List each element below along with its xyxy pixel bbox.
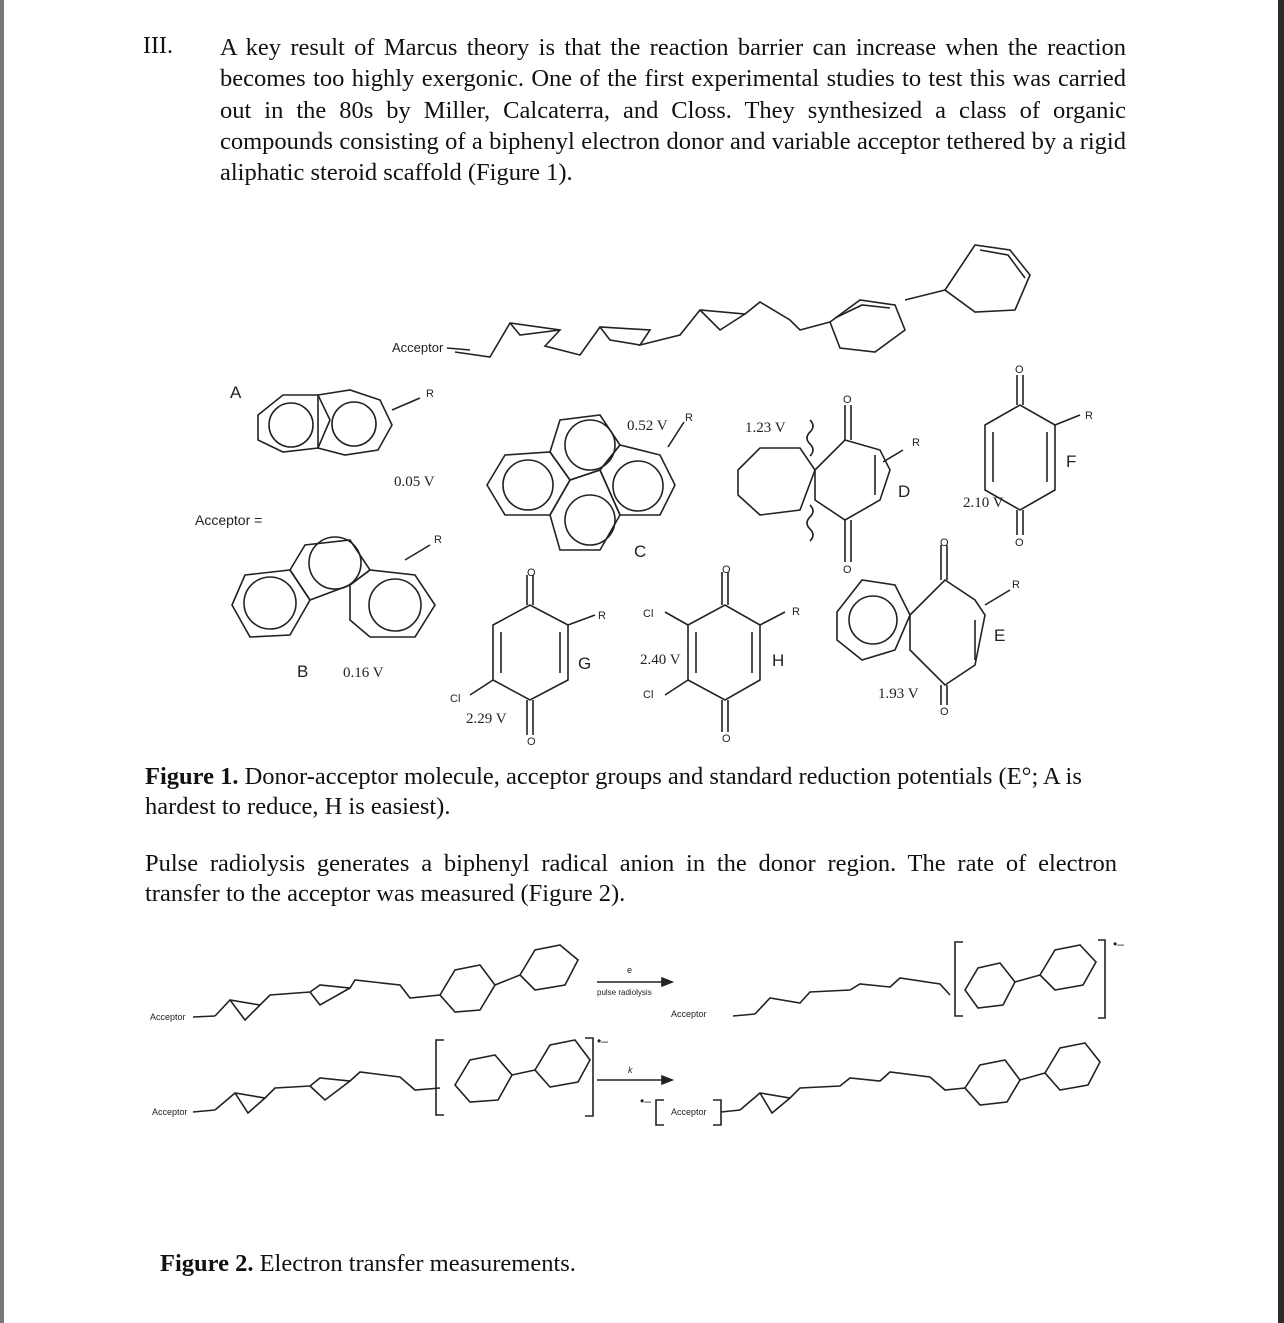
chloro-label: Cl [643,608,654,620]
substituent-R: R [1085,410,1093,422]
acceptor-H-letter: H [772,651,785,670]
donor-acceptor-molecule [455,245,1030,357]
chloro-label: Cl [450,693,461,705]
acceptor-E-letter: E [994,626,1006,645]
substituent-R: R [434,534,442,546]
acceptor-F-letter: F [1066,452,1077,471]
substituent-R: R [912,437,920,449]
acceptor-D-potential: 1.23 V [745,420,786,436]
acceptor-E-potential: 1.93 V [878,686,919,702]
figure1-caption-label: Figure 1. [145,763,239,790]
acceptor-D-letter: D [898,482,911,501]
figure2-caption [160,1250,576,1278]
pulse-radiolysis-label: pulse radiolysis [597,988,652,997]
figure1-caption [145,762,1117,822]
substituent-R: R [426,388,434,400]
pulse-radiolysis-paragraph: Pulse radiolysis generates a biphenyl radical anion in the donor region. The rate of electron transfer to the acceptor was measured (Figure 2). [145,850,1117,907]
radical-anion-mark: •– [640,1094,651,1108]
acceptor-equals-label: Acceptor = [195,512,263,528]
oxygen-label: O [843,394,852,406]
oxygen-label: O [843,564,852,576]
radical-anion-mark: •– [1113,937,1124,951]
acceptor-A-potential: 0.05 V [394,474,435,490]
oxygen-label: O [527,567,536,579]
acceptor-H-structure [665,572,785,732]
radical-anion-mark: •– [597,1034,608,1048]
substituent-R: R [1012,579,1020,591]
steroid-scaffold [455,302,830,357]
acceptor-H-potential: 2.40 V [640,652,681,668]
reaction-row-2 [193,1038,1100,1125]
acceptor-F-potential: 2.10 V [963,495,1004,511]
substituent-R: R [598,610,606,622]
donor-acceptor-label: Acceptor [392,340,444,355]
oxygen-label: O [1015,537,1024,549]
intro-paragraph: A key result of Marcus theory is that the reaction barrier can increase when the reaction becomes too highly exergonic. One of the first experimental studies to test this was carried out in the 80s by Miller, Calcaterra, and Closs. They synthesized a class of organic compounds consisting of a biphenyl electron donor and variable acceptor tethered by a rigid aliphatic steroid scaffold (Figure 1). [220,34,1126,187]
rate-constant-label: k [628,1065,633,1075]
oxygen-label: O [940,706,949,718]
acceptor-C-structure [487,415,684,550]
acceptor-C-potential: 0.52 V [627,418,668,434]
fig2-acceptor-label: Acceptor [671,1009,707,1019]
acceptor-G-letter: G [578,654,592,673]
fig2-acceptor-label: Acceptor [671,1107,707,1117]
acceptor-C-letter: C [634,542,647,561]
figure2-caption-text: Electron transfer measurements. [253,1250,576,1277]
figure2-caption-label: Figure 2. [160,1250,254,1277]
oxygen-label: O [722,733,731,745]
electron-label: e [627,965,633,975]
acceptor-E-structure [837,545,1010,705]
substituent-R: R [792,606,800,618]
oxygen-label: O [1015,364,1024,376]
acceptor-A-structure [258,390,420,455]
oxygen-label: O [940,537,949,549]
substituent-R: R [685,412,693,424]
oxygen-label: O [722,564,731,576]
acceptor-B-letter: B [297,662,309,681]
biphenyl-ring-1 [830,300,905,352]
acceptor-A-letter: A [230,383,242,402]
biphenyl-ring-2 [945,245,1030,312]
fig2-acceptor-label: Acceptor [150,1012,186,1022]
acceptor-G-potential: 2.29 V [466,711,507,727]
acceptor-B-structure [232,537,435,637]
section-number: III. [143,33,173,59]
oxygen-label: O [527,736,536,748]
figure1-caption-text: Donor-acceptor molecule, acceptor groups and standard reduction potentials (E°; A is hardest to reduce, H is easiest). [145,763,1082,820]
reaction-row-1 [193,940,1105,1020]
fig2-acceptor-label: Acceptor [152,1107,188,1117]
chloro-label: Cl [643,689,654,701]
acceptor-B-potential: 0.16 V [343,665,384,681]
